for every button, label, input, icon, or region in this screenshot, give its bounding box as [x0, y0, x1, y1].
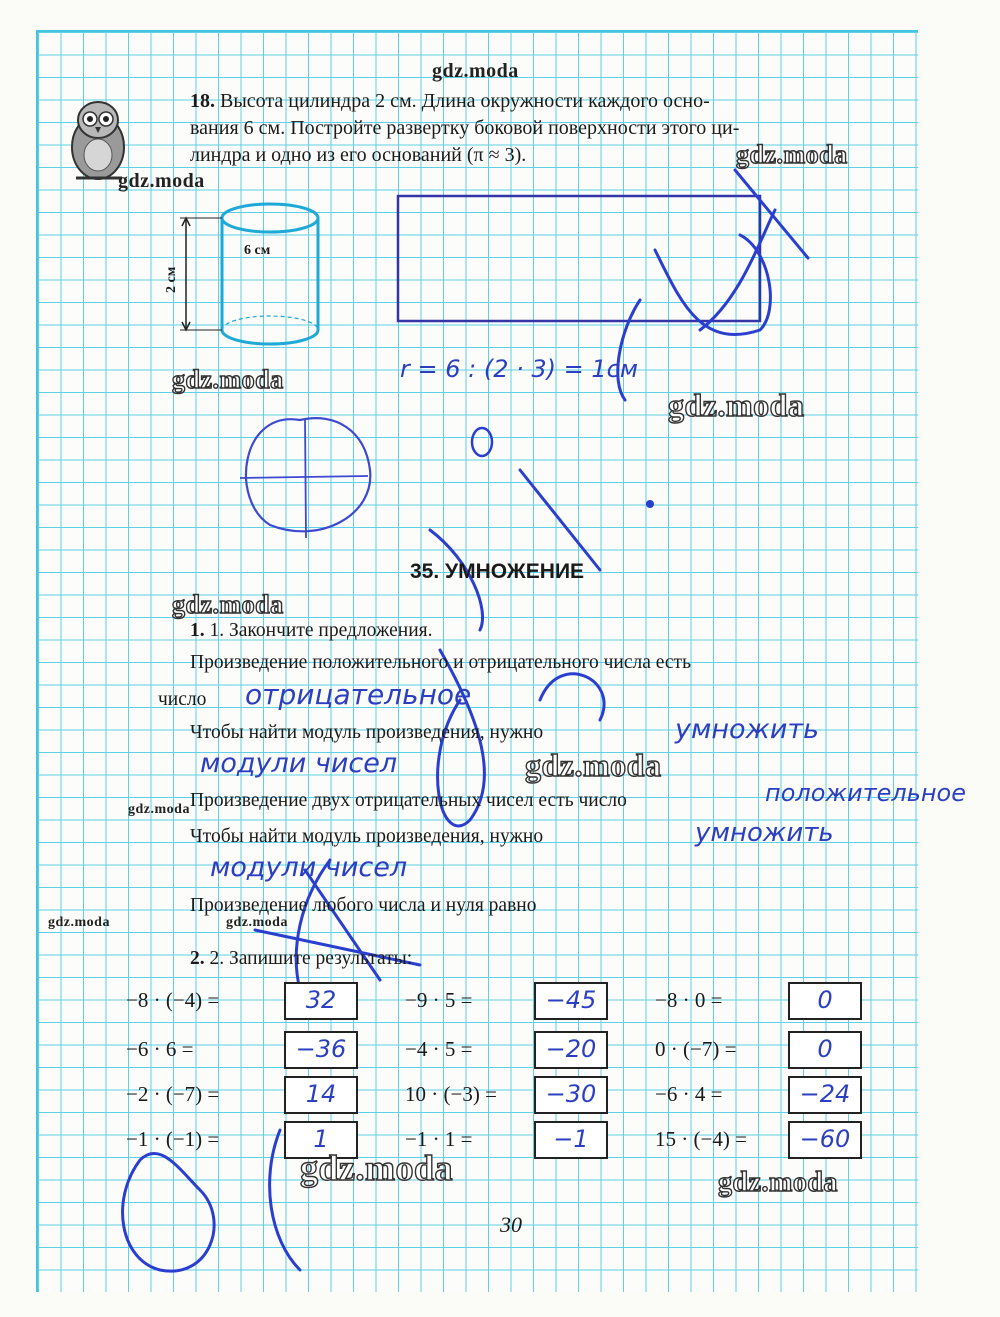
task18-line2: вания 6 см. Постройте развертку боковой поверхности этого ци- [190, 117, 740, 139]
task2-expr: −6 · 4 = [655, 1082, 723, 1106]
task1-s4-answer-b: модули чисел [210, 852, 408, 883]
watermark: gdz.moda [172, 365, 284, 394]
task2-expr: 0 · (−7) = [655, 1037, 737, 1061]
answer-box[interactable] [284, 982, 358, 1020]
task2-expr: 15 · (−4) = [655, 1127, 747, 1151]
task2-heading: 2. 2. Запишите результаты: [190, 948, 413, 969]
answer-value: −36 [295, 1035, 347, 1063]
radius-formula: r = 6 : (2 · 3) = 1см [400, 355, 638, 383]
task1-s5: Произведение любого числа и нуля равно [190, 895, 537, 916]
task1-s4: Чтобы найти модуль произведения, нужно [190, 826, 544, 847]
answer-box[interactable] [788, 982, 862, 1020]
answer-value: 32 [305, 986, 337, 1014]
task2-heading-text: 2. Запишите результаты: [209, 948, 413, 969]
task18-number: 18. [190, 90, 215, 112]
task1-s1a: Произведение положительного и отрицательного числа есть [190, 652, 691, 673]
task18-text-1: Высота цилиндра 2 см. Длина окружности каждого осно- [220, 90, 710, 112]
task2-expr: −4 · 5 = [405, 1037, 473, 1061]
answer-value: −20 [545, 1035, 597, 1063]
task2-expr: 10 · (−3) = [405, 1082, 497, 1106]
watermark: gdz.moda [736, 140, 848, 169]
answer-value: 0 [817, 986, 833, 1014]
answer-box[interactable] [788, 1031, 862, 1069]
task2-expr: −8 · (−4) = [126, 988, 220, 1012]
task1-heading: 1. 1. Закончите предложения. [190, 620, 433, 641]
task1-s2: Чтобы найти модуль произведения, нужно [190, 722, 544, 743]
task1-s1-answer: отрицательное [245, 678, 472, 711]
base-circle [246, 418, 370, 531]
answer-value: 0 [817, 1035, 833, 1063]
task2-expr: −2 · (−7) = [126, 1082, 220, 1106]
answer-value: −45 [545, 986, 597, 1014]
watermark: gdz.moda [128, 802, 190, 817]
answer-box[interactable] [284, 1076, 358, 1114]
task2-expr: −8 · 0 = [655, 988, 723, 1012]
answer-box[interactable] [788, 1121, 862, 1159]
watermark: gdz.moda [48, 915, 110, 930]
watermark: gdz.moda [300, 1148, 454, 1188]
answer-box[interactable] [534, 982, 608, 1020]
answer-box[interactable] [788, 1076, 862, 1114]
answer-value: −24 [799, 1080, 851, 1108]
answer-box[interactable] [534, 1076, 608, 1114]
task2-expr: −6 · 6 = [126, 1037, 194, 1061]
task2-expr: −9 · 5 = [405, 988, 473, 1012]
task2-expr: −1 · 1 = [405, 1127, 473, 1151]
answer-value: −60 [799, 1125, 851, 1153]
watermark: gdz.moda [226, 915, 288, 930]
task1-heading-text: 1. Закончите предложения. [209, 620, 433, 641]
answer-box[interactable] [534, 1031, 608, 1069]
task1-s2-answer-b: модули чисел [200, 748, 398, 779]
watermark: gdz.moda [432, 60, 519, 82]
task1-s3-answer: положительное [765, 779, 966, 807]
answer-value: 14 [305, 1080, 337, 1108]
task1-s3: Произведение двух отрицательных чисел есть число [190, 790, 627, 811]
task1-s4-answer-a: умножить [695, 818, 834, 848]
task1-s2-answer-a: умножить [675, 714, 820, 745]
watermark: gdz.moda [718, 1167, 838, 1198]
answer-box[interactable] [284, 1031, 358, 1069]
watermark: gdz.moda [668, 387, 805, 423]
task18-line3: линдра и одно из его оснований (π ≈ 3). [190, 144, 527, 166]
watermark: gdz.moda [118, 170, 205, 192]
lateral-surface-rectangle [398, 196, 760, 321]
watermark: gdz.moda [525, 747, 662, 783]
task1-s1b: число [158, 689, 207, 710]
answer-value: 1 [313, 1125, 329, 1153]
answer-box[interactable] [534, 1121, 608, 1159]
answer-value: −30 [545, 1080, 597, 1108]
cylinder-height-label: 2 см [164, 266, 179, 293]
page-number: 30 [500, 1212, 522, 1237]
cylinder-circumference-label: 6 см [244, 243, 271, 258]
task2-expr: −1 · (−1) = [126, 1127, 220, 1151]
answer-value: −1 [553, 1125, 589, 1153]
watermark: gdz.moda [172, 590, 284, 619]
section-title: 35. УМНОЖЕНИЕ [410, 560, 585, 583]
